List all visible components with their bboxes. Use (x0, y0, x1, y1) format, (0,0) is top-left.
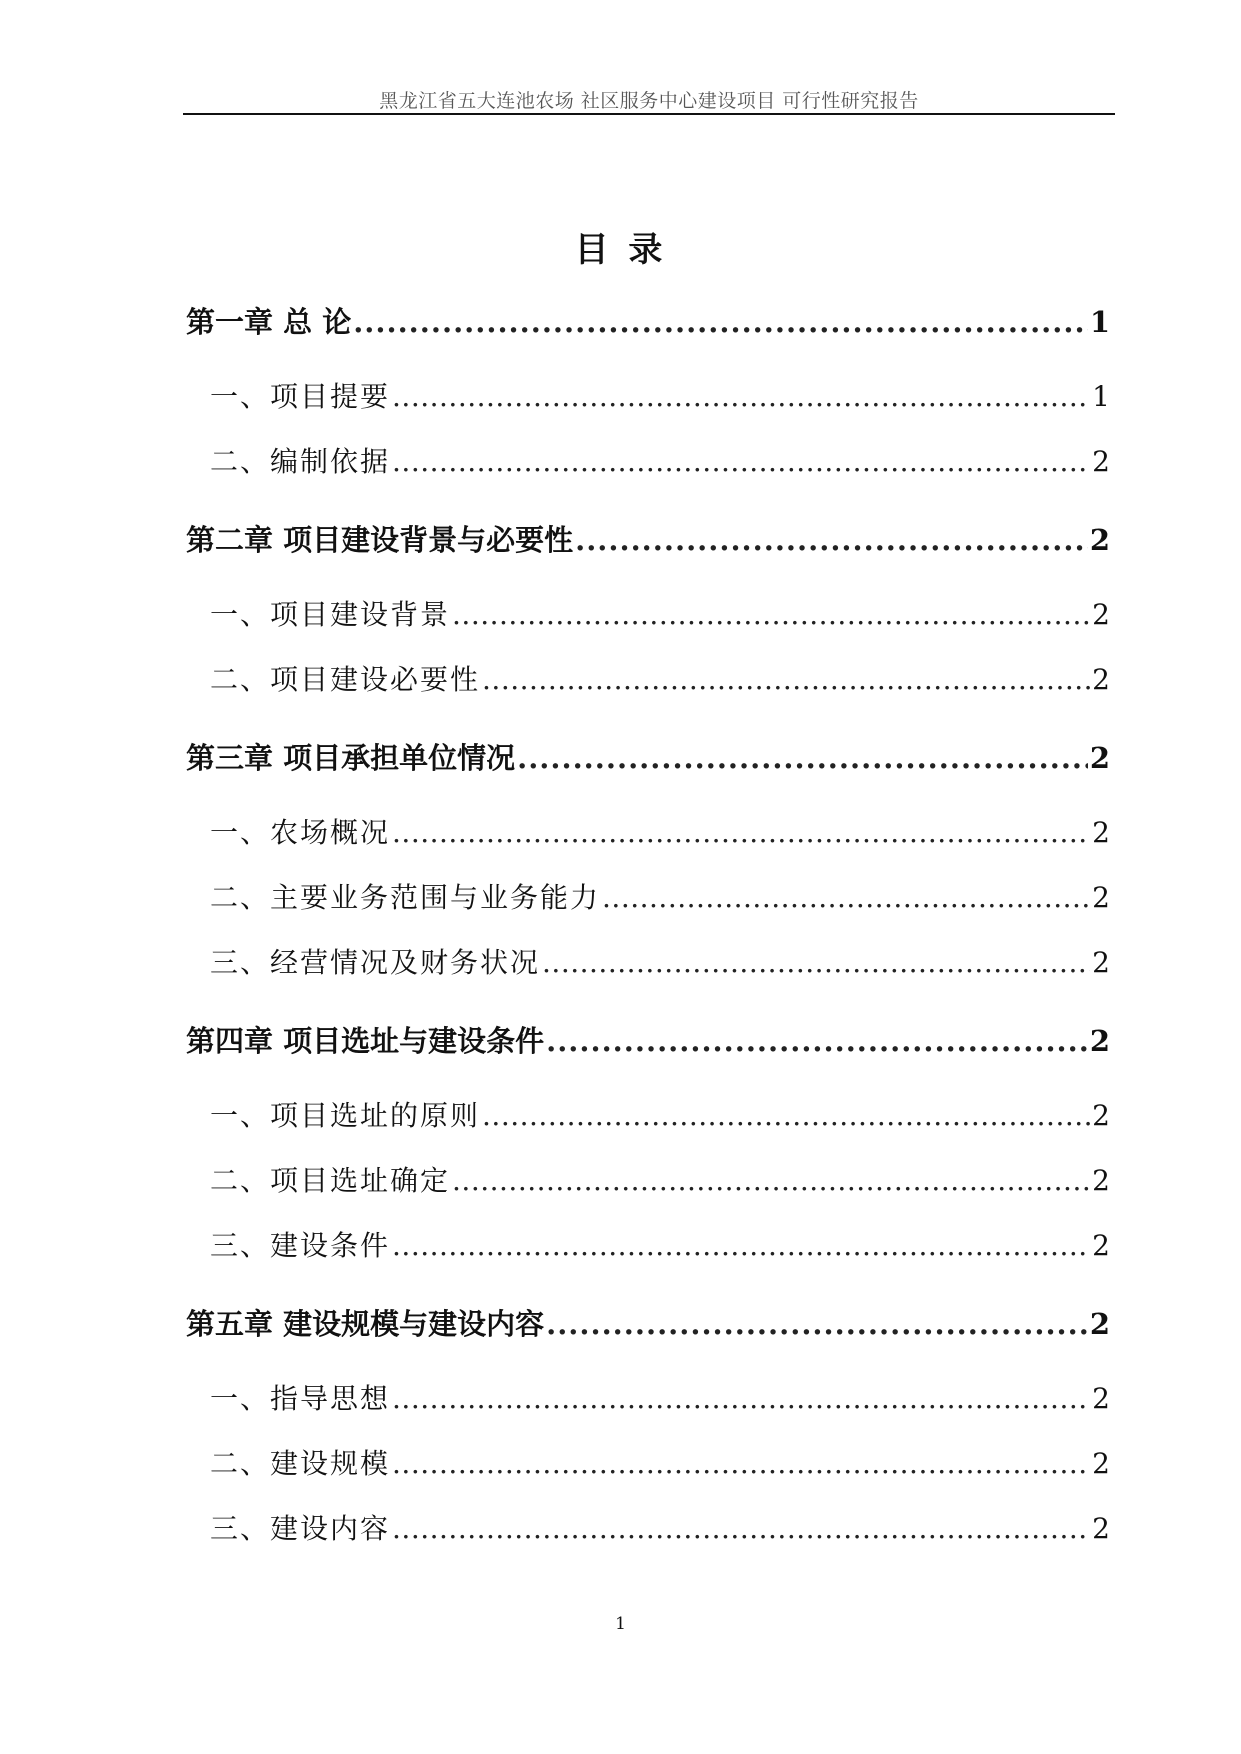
toc-entry-chapter-1[interactable] (186, 300, 1110, 341)
toc-entry-page: 2 (1092, 1164, 1110, 1197)
toc-entry-section-5-2[interactable] (186, 1442, 1110, 1482)
toc-entry-label: 一、项目建设背景 (210, 598, 451, 631)
toc-entry-page: 2 (1089, 1024, 1110, 1058)
toc-dot-leader (602, 881, 1090, 914)
toc-dot-leader (392, 1447, 1090, 1480)
toc-dot-leader (392, 1512, 1090, 1545)
toc-dot-leader (482, 1099, 1090, 1132)
toc-entry-page: 2 (1089, 1307, 1110, 1341)
toc-entry-label: 第三章 项目承担单位情况 (186, 741, 516, 775)
toc-entry-label: 第一章 总 论 (186, 305, 352, 339)
toc-entry-label: 第二章 项目建设背景与必要性 (186, 523, 574, 557)
toc-dot-leader (542, 946, 1090, 979)
toc-entry-label: 一、项目选址的原则 (210, 1099, 481, 1132)
toc-entry-label: 第四章 项目选址与建设条件 (186, 1024, 545, 1058)
toc-entry-page: 2 (1092, 816, 1110, 849)
toc-entry-section-3-3[interactable] (186, 941, 1110, 981)
running-header: 黑龙江省五大连池农场 社区服务中心建设项目 可行性研究报告 (379, 90, 919, 112)
toc-entry-chapter-3[interactable] (186, 736, 1110, 777)
toc-entry-section-5-1[interactable] (186, 1377, 1110, 1417)
toc-entry-chapter-5[interactable] (186, 1302, 1110, 1343)
toc-dot-leader (353, 305, 1088, 339)
toc-dot-leader (392, 380, 1090, 413)
toc-entry-page: 2 (1092, 1382, 1110, 1415)
toc-dot-leader (546, 1307, 1088, 1341)
toc-entry-label: 一、农场概况 (210, 816, 391, 849)
toc-entry-label: 二、项目选址确定 (210, 1164, 451, 1197)
toc-entry-label: 三、建设内容 (210, 1512, 391, 1545)
toc-dot-leader (575, 523, 1088, 557)
toc-dot-leader (546, 1024, 1088, 1058)
toc-entry-label: 第五章 建设规模与建设内容 (186, 1307, 545, 1341)
toc-entry-section-4-1[interactable] (186, 1094, 1110, 1134)
toc-dot-leader (392, 1229, 1090, 1262)
toc-dot-leader (517, 741, 1088, 775)
toc-entry-page: 2 (1092, 445, 1110, 478)
toc-title: 目 录 (574, 230, 667, 270)
toc-entry-label: 一、项目提要 (210, 380, 391, 413)
toc-dot-leader (452, 598, 1090, 631)
toc-entry-label: 三、经营情况及财务状况 (210, 946, 541, 979)
toc-entry-section-3-2[interactable] (186, 876, 1110, 916)
toc-entry-page: 2 (1092, 1512, 1110, 1545)
toc-entry-page: 2 (1089, 741, 1110, 775)
toc-entry-section-1-1[interactable] (186, 375, 1110, 415)
toc-entry-page: 1 (1092, 380, 1110, 413)
toc-entry-page: 2 (1092, 946, 1110, 979)
toc-entry-label: 三、建设条件 (210, 1229, 391, 1262)
toc-entry-page: 2 (1092, 881, 1110, 914)
toc-entry-section-2-1[interactable] (186, 593, 1110, 633)
toc-entry-section-2-2[interactable] (186, 658, 1110, 698)
page-number: 1 (615, 1614, 626, 1634)
toc-dot-leader (482, 663, 1090, 696)
toc-entry-label: 二、编制依据 (210, 445, 391, 478)
toc-entry-page: 2 (1092, 1099, 1110, 1132)
toc-entry-section-3-1[interactable] (186, 811, 1110, 851)
toc-entry-chapter-4[interactable] (186, 1019, 1110, 1060)
toc-entry-page: 2 (1092, 598, 1110, 631)
toc-entry-section-5-3[interactable] (186, 1507, 1110, 1547)
toc-entry-label: 二、项目建设必要性 (210, 663, 481, 696)
toc-entry-chapter-2[interactable] (186, 518, 1110, 559)
toc-entry-section-1-2[interactable] (186, 440, 1110, 480)
toc-entry-page: 2 (1092, 663, 1110, 696)
toc-entry-label: 二、建设规模 (210, 1447, 391, 1480)
toc-entry-page: 2 (1092, 1229, 1110, 1262)
toc-entry-label: 二、主要业务范围与业务能力 (210, 881, 601, 914)
toc-entry-page: 2 (1092, 1447, 1110, 1480)
toc-entry-label: 一、指导思想 (210, 1382, 391, 1415)
toc-dot-leader (452, 1164, 1090, 1197)
toc-dot-leader (392, 816, 1090, 849)
toc-entry-page: 2 (1089, 523, 1110, 557)
toc-entry-page: 1 (1089, 305, 1110, 339)
toc-entry-section-4-2[interactable] (186, 1159, 1110, 1199)
toc-dot-leader (392, 1382, 1090, 1415)
toc-dot-leader (392, 445, 1090, 478)
table-of-contents (186, 0, 1110, 1754)
toc-entry-section-4-3[interactable] (186, 1224, 1110, 1264)
